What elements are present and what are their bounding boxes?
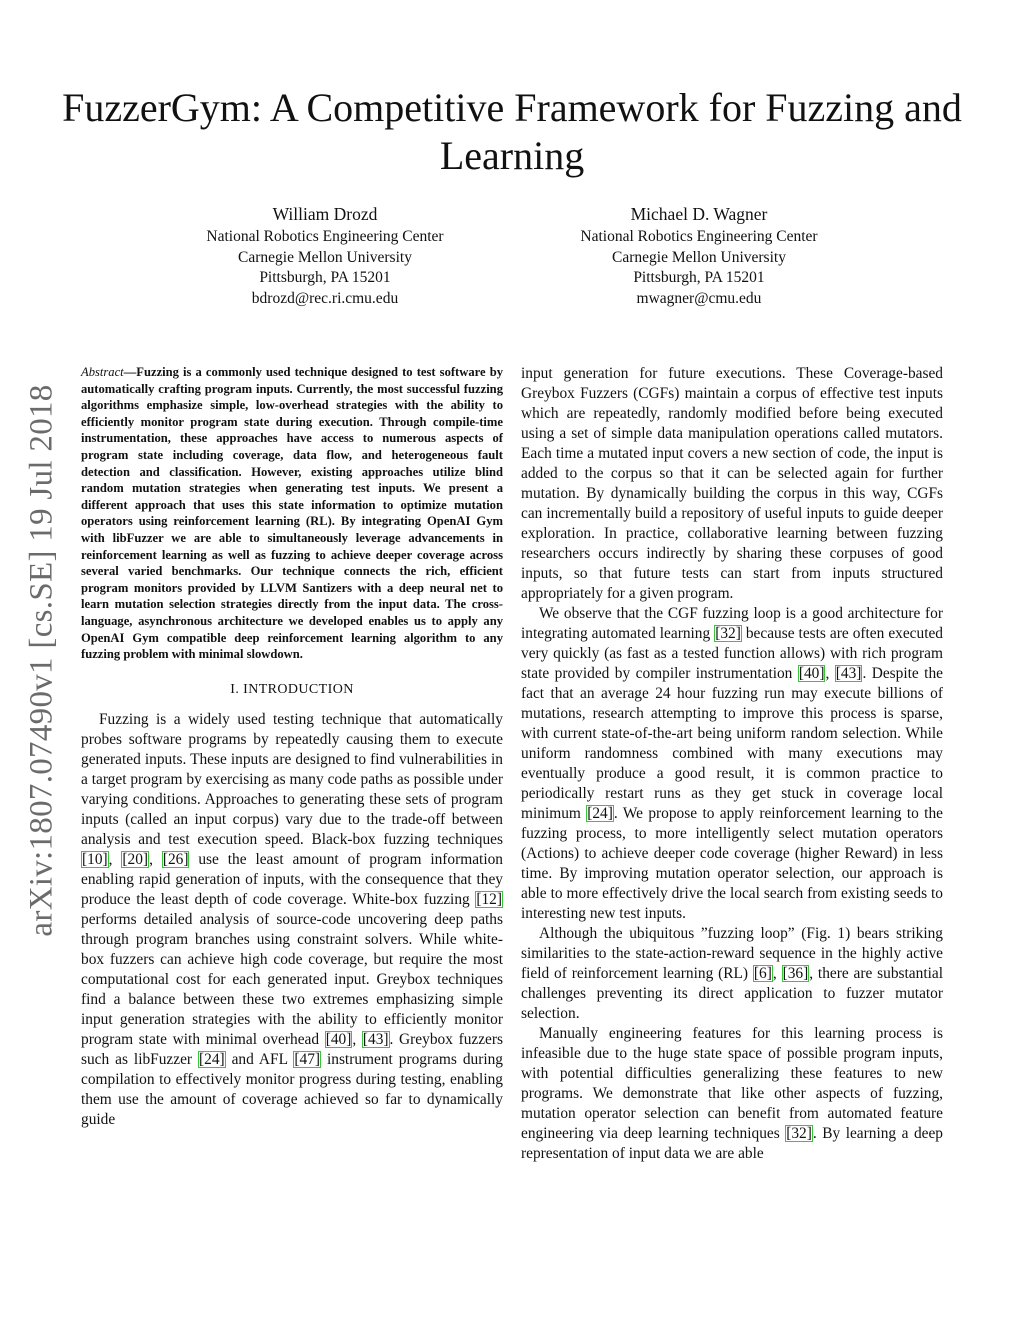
author-location: Pittsburgh, PA 15201 — [259, 269, 391, 286]
text-run: . Greybox fuzzers such as libFuzzer — [81, 1030, 503, 1068]
intro-paragraph-4 — [521, 924, 943, 1024]
author-email: bdrozd@rec.ri.cmu.edu — [251, 289, 399, 307]
author-university: Carnegie Mellon University — [238, 248, 412, 266]
text-run: , — [352, 1030, 362, 1048]
text-run: Fuzzing is a widely used testing technique that automatically probes software programs by repeatedly causing them to execute generated inputs. These inputs are designed to find vulnerabilities in a target program by exercising as many code paths as possible under varying conditions. Approaches to generating these sets of program inputs (called an input corpus) vary due to the trade-off between analysis and test execution speed. Black-box fuzzing techniques — [81, 710, 503, 848]
text-run: , — [772, 965, 782, 982]
citation-link[interactable]: [10] — [82, 850, 108, 868]
citation-link[interactable]: [40] — [798, 665, 825, 682]
citation-link[interactable]: [24] — [587, 805, 613, 822]
text-run: We observe that the CGF fuzzing loop is a good architecture for integrating automated learning — [521, 605, 943, 642]
left-column — [81, 364, 503, 1130]
text-run: . Despite the fact that an average 24 hour fuzzing run may execute billions of mutations, research attempting to improve this process is sparse, with current state-of-the-art being uniform random selection. While uniform randomness combined with many executions may eventually produce a good result, it is common practice to periodically restart runs as they get stuck in coverage local minimum — [521, 665, 943, 822]
text-run: , — [149, 850, 162, 868]
citation-link[interactable]: [26] — [162, 850, 189, 868]
citation-link[interactable]: [43] — [362, 1030, 389, 1048]
citation-link[interactable]: [6] — [753, 965, 772, 982]
arxiv-identifier: arXiv:1807.07490v1 [cs.SE] 19 Jul 2018 — [23, 383, 60, 937]
text-run: , there are substantial challenges preventing its direct application to fuzzer mutator selection. — [521, 965, 943, 1022]
text-run: , — [108, 850, 122, 868]
intro-paragraph-3 — [521, 604, 943, 924]
citation-link[interactable]: [12] — [476, 890, 502, 908]
citation-link[interactable]: [36] — [782, 965, 809, 982]
text-run: Manually engineering features for this learning process is infeasible due to the huge state space of possible program inputs, with potential difficulties generalizing these features to new programs. We demonstrate that like other aspects of fuzzing, mutation operator selection can benefit from automated feature engineering via deep learning techniques — [521, 1025, 943, 1142]
intro-paragraph-1 — [81, 710, 503, 1130]
author-affiliation: National Robotics Engineering Center — [580, 228, 818, 245]
author-block-2 — [529, 203, 869, 309]
arxiv-sidebar — [12, 370, 72, 950]
citation-link[interactable]: [47] — [294, 1050, 321, 1068]
author-university: Carnegie Mellon University — [612, 248, 786, 266]
text-run: . By learning a deep representation of input data we are able — [521, 1125, 943, 1162]
author-name: Michael D. Wagner — [630, 204, 768, 224]
text-run: , — [825, 665, 835, 682]
author-block-1 — [155, 203, 495, 309]
citation-link[interactable]: [32] — [715, 625, 741, 642]
text-run: and AFL — [225, 1050, 294, 1068]
author-location: Pittsburgh, PA 15201 — [633, 269, 765, 286]
text-run: use the least amount of program information enabling rapid generation of inputs, with the consequence that they produce the least depth of code coverage. White-box fuzzing — [81, 850, 504, 908]
intro-paragraph-5 — [521, 1024, 943, 1164]
citation-link[interactable]: [40] — [325, 1030, 352, 1048]
text-run: performs detailed analysis of source-code uncovering deep paths through program branches using constraint solvers. While white-box fuzzers can achieve high code coverage, but require the most computational cost for each generated input. Greybox techniques find a balance between these two extremes emphasizing simple input generation strategies with the ability to efficiently monitor program state with minimal overhead — [81, 910, 503, 1048]
paper-title: FuzzerGym: A Competitive Framework for Fuzzing and Learning — [62, 85, 962, 178]
citation-link[interactable]: [24] — [199, 1050, 225, 1068]
author-affiliation: National Robotics Engineering Center — [206, 228, 444, 245]
right-column — [521, 364, 943, 1164]
citation-link[interactable]: [43] — [835, 665, 862, 682]
text-run: Although the ubiquitous ”fuzzing loop” (Fig. 1) bears striking similarities to the state-action-reward sequence in the highly active field of reinforcement learning (RL) — [521, 925, 943, 982]
text-run: . We propose to apply reinforcement learning to the fuzzing process, to more intelligently select mutation operators (Actions) to achieve deeper code coverage (higher Reward) in less time. By improving mutation operator selection, our approach is able to more effectively drive the local search from existing seeds to interesting new test inputs. — [521, 805, 943, 922]
text-run: instrument programs during compilation to effectively monitor progress during testing, enabling them use the amount of coverage achieved so far to dynamically guide — [81, 1050, 504, 1128]
citation-link[interactable]: [20] — [122, 850, 149, 868]
section-heading-introduction: I. INTRODUCTION — [230, 681, 354, 697]
abstract-text: —Fuzzing is a commonly used technique designed to test software by automatically crafting program inputs. Currently, the most successful fuzzing algorithms emphasize simple, low-overhead strategies with the ability to efficiently monitor program state during execution. Through compile-time instrumentation, these approaches have access to numerous aspects of program state including coverage, data flow, and heterogeneous fault detection and classification. However, existing approaches utilize blind random mutation strategies when generating test inputs. We present a different approach that uses this state information to optimize mutation operators using reinforcement learning (RL). By integrating OpenAI Gym with libFuzzer we are able to simultaneously leverage advancements in reinforcement learning as well as fuzzing to achieve deeper coverage across several varied benchmarks. Our technique connects the rich, efficient program monitors provided by LLVM Santizers with a deep neural net to learn mutation selection strategies directly from the input data. The cross-language, asynchronous architecture we developed enables us to apply any OpenAI Gym compatible deep reinforcement learning algorithm to any fuzzing problem with minimal slowdown. — [81, 365, 503, 662]
text-run: because tests are often executed very quickly (as fast as a tested function allows) with rich program state provided by compiler instrumentation — [521, 625, 944, 682]
author-name: William Drozd — [272, 204, 378, 224]
abstract-label: Abstract — [81, 365, 124, 379]
author-email: mwagner@cmu.edu — [636, 289, 762, 307]
citation-link[interactable]: [32] — [786, 1125, 812, 1142]
intro-paragraph-continued: input generation for future executions. These Coverage-based Greybox Fuzzers (CGFs) maintain a corpus of effective test inputs which are repeatedly, randomly modified before being executed using a set of simple data manipulation operations called mutators. Each time a mutated input covers a new section of code, the input is added to the corpus so that it can be selected again for further mutation. By dynamically building the corpus in this way, CGFs can incrementally build a repository of useful inputs to guide deeper exploration. In practice, collaborative learning between fuzzing researchers occurs indirectly by sharing these corpuses of good inputs, so that future tests can start from inputs structured appropriately for a given program. — [521, 365, 943, 602]
abstract — [81, 364, 503, 663]
